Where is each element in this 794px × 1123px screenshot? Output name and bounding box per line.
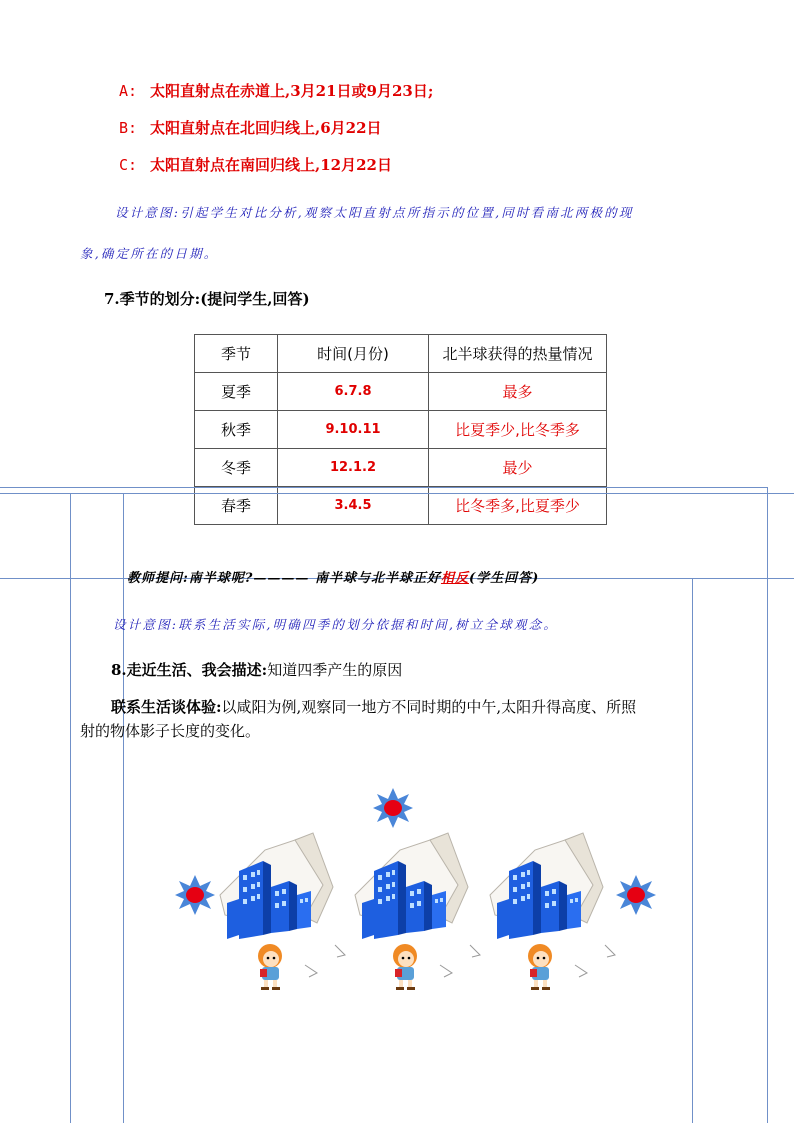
teacher-question-suffix: (学生回答) (468, 571, 540, 586)
season-cell: 春季 (195, 487, 278, 525)
season-cell: 秋季 (195, 411, 278, 449)
design-intent-1-line2: 象,确定所在的日期。 (80, 246, 219, 261)
guide-line-right-outer (767, 487, 768, 1123)
option-c-text: 太阳直射点在南回归线上,12月22日 (150, 156, 392, 174)
table-header-row (195, 335, 607, 373)
option-b-text: 太阳直射点在北回归线上,6月22日 (150, 119, 382, 137)
option-b-key: B: (119, 119, 138, 137)
season-cell: 夏季 (195, 373, 278, 411)
table-row (195, 449, 607, 487)
design-intent-1-line1: 设计意图:引起学生对比分析,观察太阳直射点所指示的位置,同时看南北两极的现 (115, 205, 634, 220)
option-b (119, 117, 382, 138)
option-a-key: A: (119, 82, 138, 100)
guide-line-left-inner (123, 493, 124, 1123)
option-a-text: 太阳直射点在赤道上,3月21日或9月23日; (150, 82, 434, 100)
section-8-title: 8.走近生活、我会描述: (111, 661, 268, 679)
table-row (195, 373, 607, 411)
life-line1 (111, 696, 636, 717)
section-7-title: 7.季节的划分:(提问学生,回答) (104, 290, 310, 308)
sun-icon (373, 788, 413, 828)
teacher-question-prefix: 教师提问:南半球呢?———— 南半球与北半球正好 (127, 571, 441, 586)
months-cell: 12.1.2 (278, 449, 429, 487)
design-intent-2: 设计意图:联系生活实际,明确四季的划分依据和时间,树立全球观念。 (113, 617, 559, 632)
heat-cell: 最少 (429, 449, 607, 487)
season-cell: 冬季 (195, 449, 278, 487)
teacher-question-highlight: 相反 (440, 571, 469, 586)
heat-cell: 比夏季少,比冬季多 (429, 411, 607, 449)
sun-position-illustration (150, 780, 670, 1000)
table-header: 时间(月份) (278, 335, 429, 373)
life-label: 联系生活谈体验: (111, 698, 222, 716)
months-cell: 9.10.11 (278, 411, 429, 449)
season-table (194, 334, 607, 525)
teacher-question (127, 567, 539, 586)
building-scene-middle (355, 833, 480, 990)
months-cell: 3.4.5 (278, 487, 429, 525)
sun-icon (175, 875, 215, 915)
months-cell: 6.7.8 (278, 373, 429, 411)
building-scene-right (490, 833, 615, 990)
sun-icon (616, 875, 656, 915)
guide-line-top-inner (0, 493, 794, 494)
table-row (195, 411, 607, 449)
table-header: 北半球获得的热量情况 (429, 335, 607, 373)
option-c (119, 154, 392, 175)
guide-line-right-inner (692, 578, 693, 1123)
section-8 (111, 659, 402, 680)
option-a (119, 80, 433, 101)
heat-cell: 比冬季多,比夏季少 (429, 487, 607, 525)
life-text-line2: 射的物体影子长度的变化。 (80, 722, 261, 740)
heat-cell: 最多 (429, 373, 607, 411)
life-text-line1: 以咸阳为例,观察同一地方不同时期的中午,太阳升得高度、所照 (221, 698, 637, 716)
option-c-key: C: (119, 156, 138, 174)
guide-line-left-outer (70, 493, 71, 1123)
section-8-rest: 知道四季产生的原因 (267, 661, 403, 679)
building-scene-left (220, 833, 345, 990)
guide-line-top (0, 487, 768, 488)
table-header: 季节 (195, 335, 278, 373)
